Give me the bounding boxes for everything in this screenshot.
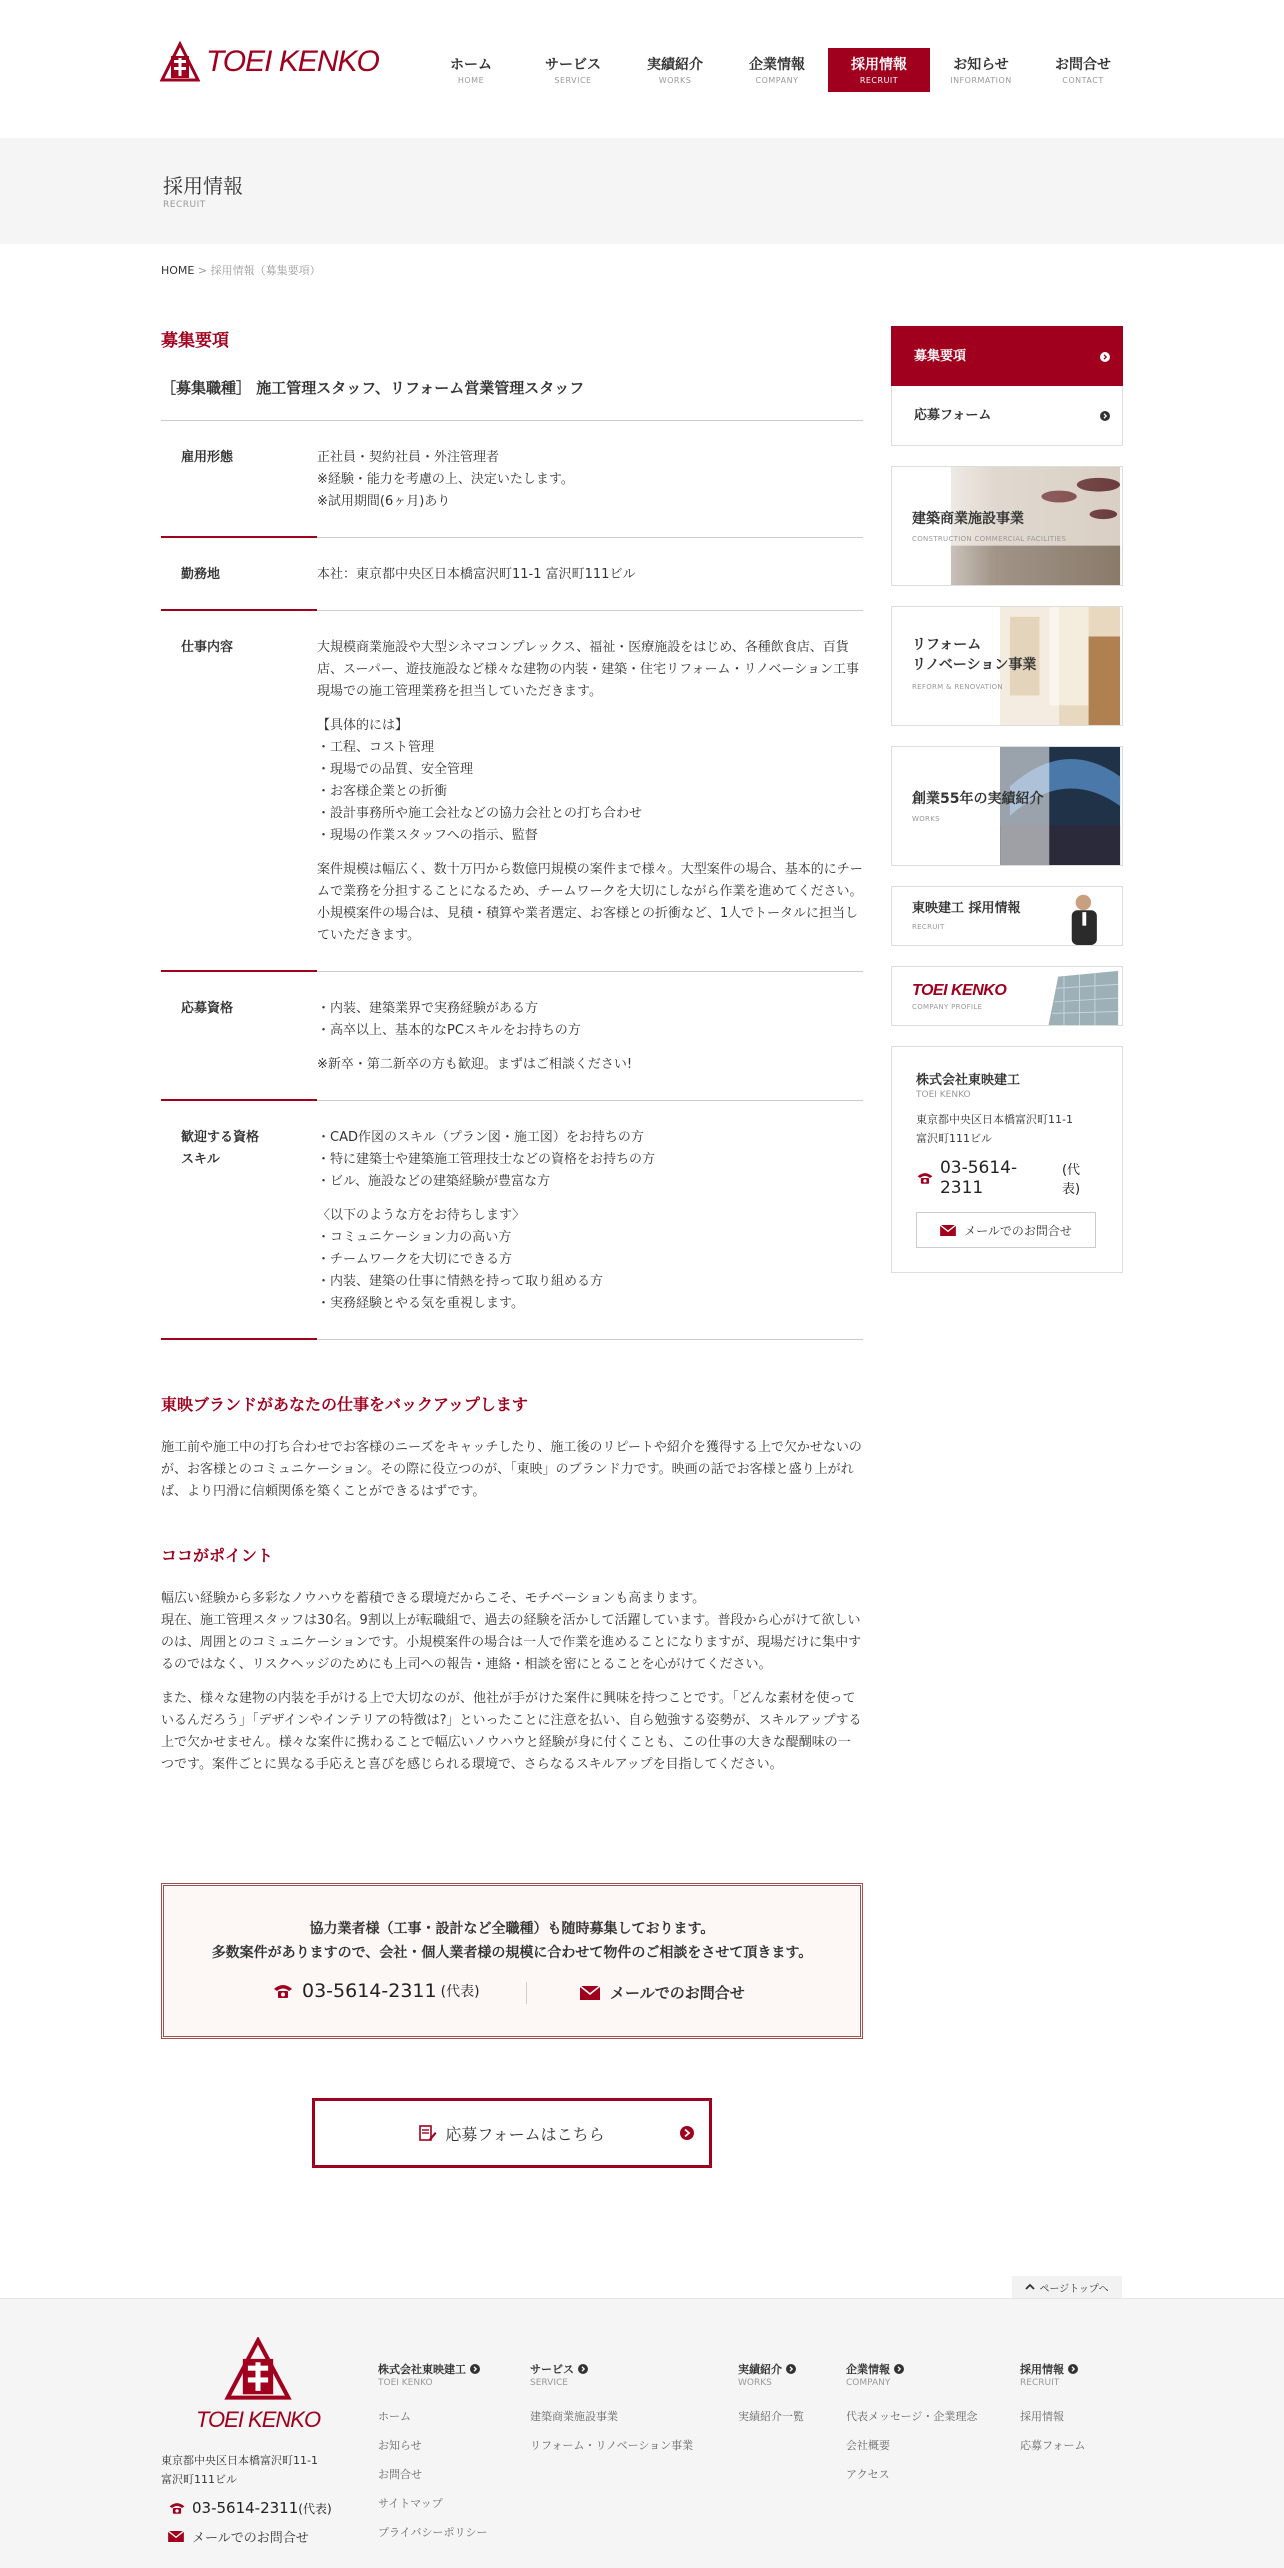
footer-col-heading[interactable] (378, 2361, 487, 2377)
table-row (161, 972, 863, 1101)
footer-col-heading[interactable] (738, 2361, 804, 2377)
footer-link[interactable]: 応募フォーム (1020, 2439, 1086, 2452)
nav-sublabel: SERVICE (554, 76, 592, 85)
apply-label: 応募フォームはこちら (445, 2124, 605, 2144)
mail-label: メールでのお問合せ (610, 1984, 745, 2002)
row-value: 本社：東京都中央区日本橋富沢町11-1 富沢町111ビル (317, 567, 636, 582)
footer-col-en: SERVICE (530, 2378, 568, 2388)
nav-label: 実績紹介 (647, 57, 703, 73)
point-text: また、様々な建物の内装を手がける上で大切なのが、他社が手がけた案件に興味を持つことです。「どんな素材を使っているんだろう」「デザインやインテリアの特徴は?」といったことに注意を払い、自ら勉強する姿勢が、スキルアップする上で欠かせません。様々な案件に携わることで幅広いノウハウと経験が身に付くことも、この仕事の大きな醍醐味の一つです。案件ごとに異なる手応えと喜びを感じられる環境で、さらなるスキルアップを目指してください。 (161, 1691, 862, 1772)
footer-col-en: WORKS (738, 2378, 772, 2388)
table-row (161, 1101, 863, 1340)
footer-link[interactable]: ホーム (378, 2410, 411, 2423)
arrow-circle-icon (470, 2364, 480, 2374)
footer-link[interactable]: お問合せ (378, 2468, 422, 2481)
sidebar-item-apply-form[interactable] (891, 386, 1123, 446)
page-top-label: ページトップへ (1039, 2283, 1109, 2295)
banner-subtitle: CONSTRUCTION COMMERCIAL FACILITIES (912, 535, 1067, 543)
footer-col-en: TOEI KENKO (378, 2378, 433, 2388)
site-logo[interactable] (160, 40, 379, 84)
footer-tel[interactable] (168, 2499, 332, 2517)
breadcrumb (161, 262, 321, 278)
tel-note: (代表) (440, 1984, 480, 2000)
footer-col-heading[interactable] (846, 2361, 977, 2377)
logo-text: TOEI KENKO (206, 45, 379, 78)
row-label: 勤務地 (181, 567, 221, 582)
footer-col-works (738, 2361, 804, 2437)
arrow-circle-icon (578, 2364, 588, 2374)
banner-title: 建築商業施設事業 (912, 511, 1024, 527)
row-value: 【具体的には】 ・工程、コスト管理 ・現場での品質、安全管理 ・お客様企業との折衝 ・設計事務所や施工会社などの協力会社との打ち合わせ ・現場の作業スタッフへの指示、監督 (317, 718, 643, 843)
row-label: 応募資格 (181, 1001, 234, 1016)
footer-col-company (378, 2361, 487, 2553)
row-value: 案件規模は幅広く、数十万円から数億円規模の案件まで様々。大型案件の場合、基本的にチームで業務を分担することになるため、チームワークを大切にしながら作業を進めてください。小規模案件の場合は、見積・積算や業者選定、お客様との折衝など、1人でトータルに担当していただきます。 (317, 862, 863, 943)
row-label: 雇用形態 (181, 450, 234, 465)
banner-title: 創業55年の実績紹介 (912, 791, 1044, 807)
footer-col-title: 採用情報 (1020, 2363, 1064, 2376)
partner-recruit-box (161, 1883, 863, 2039)
footer-address: 東京都中央区日本橋富沢町11-1 富沢町111ビル (161, 2454, 318, 2486)
footer-link[interactable]: 建築商業施設事業 (530, 2410, 618, 2423)
site-footer (0, 2298, 1284, 2568)
banner-title: 東映建工 採用情報 (912, 901, 1021, 916)
toei-logo-icon (160, 40, 200, 84)
tel-number: 03-5614-2311 (192, 2499, 299, 2517)
sidebar-item-requirements[interactable] (891, 326, 1123, 386)
footer-col-title: 企業情報 (846, 2363, 890, 2376)
banner-construction[interactable] (891, 466, 1123, 586)
footer-link[interactable]: 採用情報 (1020, 2410, 1064, 2423)
form-edit-icon (419, 2124, 437, 2142)
banner-title: TOEI KENKO (912, 982, 1007, 999)
breadcrumb-current: 採用情報（募集要項） (210, 264, 321, 277)
company-name-en: TOEI KENKO (916, 1090, 971, 1100)
row-value: 正社員・契約社員・外注管理者 ※経験・能力を考慮の上、決定いたします。 ※試用期間(6ヶ月)あり (317, 450, 574, 509)
banner-reform[interactable] (891, 606, 1123, 726)
footer-col-title: 株式会社東映建工 (378, 2363, 466, 2376)
tel-note: (代表) (1061, 1163, 1081, 1197)
nav-service[interactable] (522, 48, 624, 92)
sidebar-item-label: 応募フォーム (914, 408, 992, 423)
nav-label: お問合せ (1055, 57, 1111, 73)
company-name: 株式会社東映建工 (916, 1073, 1021, 1088)
banner-company-profile[interactable] (891, 966, 1123, 1026)
arrow-circle-icon (1068, 2364, 1078, 2374)
toei-logo-icon (223, 2337, 293, 2401)
footer-col-corporate (846, 2361, 977, 2495)
row-label: 仕事内容 (181, 640, 234, 655)
row-label: 歓迎する資格 スキル (181, 1130, 260, 1167)
banner-subtitle: REFORM & RENOVATION (912, 683, 1003, 691)
row-value: ・CAD作図のスキル（プラン図・施工図）をお持ちの方 ・特に建築士や建築施工管理技士などの資格をお持ちの方 ・ビル、施設などの建築経験が豊富な方 (317, 1130, 656, 1189)
brand-section (161, 1392, 863, 1503)
table-row (161, 611, 863, 972)
row-value: 〈以下のような方をお待ちします〉 ・コミュニケーション力の高い方 ・チームワークを大切にできる方 ・内装、建築の仕事に情熱を持って取り組める方 ・実務経験とやる気を重視します。 (317, 1208, 604, 1311)
nav-label: 採用情報 (851, 57, 907, 73)
tel-note: (代表) (298, 2501, 332, 2516)
footer-col-title: 実績紹介 (738, 2363, 782, 2376)
point-text: 幅広い経験から多彩なノウハウを蓄積できる環境だからこそ、モチベーションも高まります。 現在、施工管理スタッフは30名。9割以上が転職組で、過去の経験を活かして活躍しています。普段から心がけて欲しいのは、周囲とのコミュニケーションです。小規模案件の場合は一人で作業を進めることになりますが、現場だけに集中するのではなく、リスクヘッジのためにも上司への報告・連絡・相談を密にとることを心がけてください。 (161, 1591, 862, 1672)
nav-label: ホーム (450, 57, 492, 73)
mail-label: メールでのお問合せ (964, 1223, 1072, 1238)
job-type: ［募集職種］ 施工管理スタッフ、リフォーム営業管理スタッフ (161, 377, 863, 421)
global-nav (420, 48, 1134, 92)
partner-line1: 協力業者様（工事・設計など全職種）も随時募集しております。 (309, 1921, 715, 1937)
row-value: 大規模商業施設や大型シネマコンプレックス、福祉・医療施設をはじめ、各種飲食店、百貨店、スーパー、遊技施設など様々な建物の内装・建築・住宅リフォーム・リノベーション工事現場での施工管理業務を担当していただきます。 (317, 640, 859, 699)
brand-text: 施工前や施工中の打ち合わせでお客様のニーズをキャッチしたり、施工後のリピートや紹介を獲得する上で欠かせないのが、お客様とのコミュニケーション。その際に役立つのが、「東映」のブランド力です。映画の話でお客様と盛り上がれば、より円滑に信頼関係を築くことができるはずです。 (161, 1440, 862, 1499)
site-header (0, 0, 1284, 138)
company-mail-button[interactable] (916, 1212, 1096, 1248)
page-title-en: RECRUIT (163, 200, 206, 210)
nav-contact[interactable] (1032, 48, 1134, 92)
row-value: ※新卒・第二新卒の方も歓迎。まずはご相談ください! (317, 1057, 633, 1072)
point-section (161, 1543, 863, 1776)
arrow-circle-icon (679, 2125, 695, 2141)
company-address: 東京都中央区日本橋富沢町11-1 富沢町111ビル (916, 1113, 1073, 1145)
brand-heading: 東映ブランドがあなたの仕事をバックアップします (161, 1395, 528, 1414)
sidebar-menu (891, 326, 1123, 446)
nav-sublabel: RECRUIT (859, 76, 899, 85)
nav-home[interactable] (420, 48, 522, 92)
footer-col-en: COMPANY (846, 2378, 891, 2388)
company-card (891, 1046, 1123, 1273)
footer-logo[interactable] (196, 2337, 320, 2433)
nav-recruit[interactable] (828, 48, 930, 92)
banner-subtitle: COMPANY PROFILE (912, 1003, 983, 1011)
footer-link[interactable]: プライバシーポリシー (378, 2526, 488, 2539)
banner-subtitle: RECRUIT (912, 923, 945, 931)
tel-number: 03-5614-2311 (302, 1980, 437, 2002)
chevron-up-icon (1025, 2283, 1035, 2291)
footer-link[interactable]: アクセス (846, 2468, 890, 2481)
main-content (161, 326, 863, 1788)
company-tel[interactable] (916, 1158, 1098, 1198)
nav-sublabel: COMPANY (755, 76, 799, 85)
page-title-band (0, 138, 1284, 244)
footer-col-title: サービス (530, 2363, 574, 2376)
sidebar (891, 326, 1123, 1273)
tel-number: 03-5614-2311 (939, 1158, 1018, 1198)
arrow-circle-icon (894, 2364, 904, 2374)
phone-icon (168, 2501, 186, 2515)
footer-link[interactable]: サイトマップ (378, 2497, 443, 2510)
table-row (161, 421, 863, 538)
nav-label: 企業情報 (749, 57, 805, 73)
page-title: 採用情報 (163, 174, 243, 198)
phone-icon (272, 1983, 294, 1999)
banner-works[interactable] (891, 746, 1123, 866)
footer-link[interactable]: お知らせ (378, 2439, 422, 2452)
footer-col-service (530, 2361, 693, 2466)
footer-link[interactable]: 会社概要 (846, 2439, 890, 2452)
row-value: ・内装、建築業界で実務経験がある方 ・高卒以上、基本的なPCスキルをお持ちの方 (317, 1001, 581, 1038)
footer-mail-link[interactable] (168, 2527, 309, 2546)
nav-sublabel: CONTACT (1062, 76, 1104, 85)
arrow-circle-icon (786, 2364, 796, 2374)
mail-icon (940, 1225, 956, 1236)
page-top-button[interactable] (1012, 2276, 1122, 2298)
arrow-circle-icon (1100, 352, 1110, 362)
divider (526, 1982, 527, 2004)
nav-label: サービス (545, 57, 601, 73)
mail-icon (580, 1986, 600, 2000)
nav-company[interactable] (726, 48, 828, 92)
footer-col-en: RECRUIT (1020, 2378, 1060, 2388)
section-heading: 募集要項 (161, 331, 229, 351)
footer-col-heading[interactable] (530, 2361, 693, 2377)
sidebar-item-label: 募集要項 (914, 349, 967, 364)
apply-form-button[interactable] (312, 2098, 712, 2168)
footer-col-heading[interactable] (1020, 2361, 1085, 2377)
nav-sublabel: INFORMATION (950, 76, 1012, 85)
mail-label: メールでのお問合せ (192, 2531, 309, 2546)
nav-information[interactable] (930, 48, 1032, 92)
footer-link[interactable]: リフォーム・リノベーション事業 (530, 2439, 694, 2452)
banner-subtitle: WORKS (912, 815, 940, 823)
table-row (161, 538, 863, 611)
partner-line2: 多数案件がありますので、会社・個人業者様の規模に合わせて物件のご相談をさせて頂きます。 (211, 1945, 813, 1961)
nav-works[interactable] (624, 48, 726, 92)
banner-recruit[interactable] (891, 886, 1123, 946)
partner-tel[interactable] (272, 1980, 480, 2002)
arrow-circle-icon (1100, 411, 1110, 421)
mail-icon (168, 2531, 184, 2542)
breadcrumb-home[interactable]: HOME (161, 264, 195, 277)
breadcrumb-sep: > (194, 264, 211, 277)
banner-title: リフォーム リノベーション事業 (912, 637, 1037, 673)
nav-sublabel: HOME (457, 76, 485, 85)
footer-link[interactable]: 代表メッセージ・企業理念 (846, 2410, 978, 2423)
partner-mail-link[interactable] (580, 1982, 745, 2003)
point-heading: ココがポイント (161, 1546, 274, 1565)
phone-icon (916, 1171, 934, 1185)
footer-link[interactable]: 実績紹介一覧 (738, 2410, 804, 2423)
footer-col-recruit (1020, 2361, 1085, 2466)
footer-logo-text: TOEI KENKO (196, 2407, 321, 2432)
nav-label: お知らせ (953, 57, 1009, 73)
nav-sublabel: WORKS (658, 76, 692, 85)
